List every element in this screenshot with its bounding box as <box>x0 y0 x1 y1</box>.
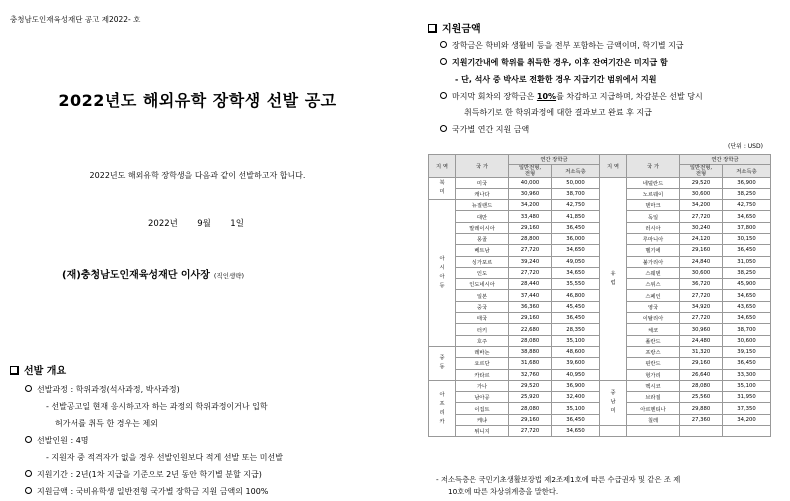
circle-bullet-icon <box>440 125 447 132</box>
low-income-amount-cell: 34,650 <box>723 211 771 222</box>
region-cell: 유 럽 <box>600 177 627 380</box>
low-income-amount-cell: 36,000 <box>552 233 600 244</box>
deduction-percent: 10% <box>536 92 557 101</box>
general-amount-cell: 29,160 <box>509 313 552 324</box>
general-amount-cell: 39,240 <box>509 256 552 267</box>
list-item: 지원기간 : 2년(1차 지급을 기준으로 2년 동안 학기별 분할 지급) <box>25 469 262 480</box>
general-amount-cell: 34,920 <box>680 301 723 312</box>
low-income-amount-cell: 39,150 <box>723 346 771 357</box>
general-amount-cell: 27,720 <box>680 290 723 301</box>
low-income-amount-cell: 31,950 <box>723 392 771 403</box>
country-cell: 튀니지 <box>456 426 509 437</box>
general-amount-cell: 31,680 <box>509 358 552 369</box>
country-cell: 호주 <box>456 335 509 346</box>
section-title: 선발 개요 <box>24 366 67 377</box>
country-cell: 카타르 <box>456 369 509 380</box>
low-income-amount-cell: 45,450 <box>552 301 600 312</box>
list-item: 선발인원 : 4명 <box>25 435 89 446</box>
date-month: 9월 <box>197 219 211 229</box>
country-cell: 싱가포르 <box>456 256 509 267</box>
date-year: 2022년 <box>148 219 178 229</box>
low-income-amount-cell: 42,750 <box>552 200 600 211</box>
country-cell: 노르웨이 <box>627 188 680 199</box>
table-row <box>429 426 771 437</box>
low-income-amount-cell: 34,650 <box>723 313 771 324</box>
low-income-amount-cell: 42,750 <box>723 200 771 211</box>
general-amount-cell: 27,720 <box>680 313 723 324</box>
low-income-amount-cell: 34,650 <box>552 267 600 278</box>
country-cell: 레바논 <box>456 346 509 357</box>
general-amount-cell: 29,160 <box>509 222 552 233</box>
circle-bullet-icon <box>25 436 32 443</box>
list-item: 선발과정 : 학위과정(석사과정, 박사과정) <box>25 384 180 395</box>
country-cell: 인도네시아 <box>456 279 509 290</box>
general-amount-cell: 29,520 <box>509 380 552 391</box>
region-cell: 중 동 <box>429 346 456 380</box>
low-income-amount-cell: 36,450 <box>723 245 771 256</box>
low-income-amount-cell: 46,800 <box>552 290 600 301</box>
country-cell: 폴란드 <box>627 335 680 346</box>
general-amount-cell: 31,320 <box>680 346 723 357</box>
country-cell: 스페인 <box>627 290 680 301</box>
list-item: - 선발공고일 현재 응시하고자 하는 과정의 학위과정이거나 입학 <box>46 402 268 411</box>
country-cell: 프랑스 <box>627 346 680 357</box>
country-cell: 캐나다 <box>456 188 509 199</box>
country-cell: 멕시코 <box>627 380 680 391</box>
table-row <box>429 380 771 391</box>
country-cell: 벨기에 <box>627 245 680 256</box>
general-amount-cell: 24,120 <box>680 233 723 244</box>
low-income-amount-cell: 38,250 <box>723 267 771 278</box>
header-region: 지 역 <box>429 155 456 178</box>
general-amount-cell: 27,720 <box>680 211 723 222</box>
issuer-name: (재)충청남도인재육성재단 이사장 <box>62 270 210 281</box>
country-cell: 핀란드 <box>627 358 680 369</box>
general-amount-cell: 30,960 <box>680 324 723 335</box>
section-grant-amount <box>428 20 481 35</box>
footnote: 10호에 따른 차상위계층을 말한다. <box>448 487 559 496</box>
general-amount-cell: 24,480 <box>680 335 723 346</box>
list-item: 마지막 회차의 장학금은 10%를 차감하고 지급하며, 차감분은 선발 당시 <box>440 91 703 102</box>
seal-note: (직인생략) <box>213 272 245 280</box>
general-amount-cell: 27,720 <box>509 426 552 437</box>
country-cell: 요르단 <box>456 358 509 369</box>
country-cell: 이탈리아 <box>627 313 680 324</box>
country-cell: 베트남 <box>456 245 509 256</box>
square-bullet-icon <box>428 24 437 33</box>
low-income-amount-cell: 31,050 <box>723 256 771 267</box>
country-cell: 체코 <box>627 324 680 335</box>
header-low-income: 저소득층 <box>723 164 771 177</box>
country-cell: 러시아 <box>627 222 680 233</box>
empty-cell <box>600 426 627 437</box>
circle-bullet-icon <box>440 58 447 65</box>
page-title: 2022년도 해외유학 장학생 선발 공고 <box>58 91 337 110</box>
square-bullet-icon <box>10 366 19 375</box>
low-income-amount-cell: 39,600 <box>552 358 600 369</box>
general-amount-cell: 38,880 <box>509 346 552 357</box>
low-income-amount-cell: 38,250 <box>723 188 771 199</box>
general-amount-cell: 29,880 <box>680 403 723 414</box>
circle-bullet-icon <box>440 92 447 99</box>
general-amount-cell: 28,080 <box>509 335 552 346</box>
general-amount-cell: 36,360 <box>509 301 552 312</box>
general-amount-cell: 34,200 <box>680 200 723 211</box>
general-amount-cell: 28,800 <box>509 233 552 244</box>
low-income-amount-cell: 36,450 <box>552 414 600 425</box>
list-item: 지원금액 : 국비유학생 일반전형 국가별 장학금 지원 금액의 100% <box>25 486 268 497</box>
low-income-amount-cell: 35,100 <box>552 335 600 346</box>
country-cell: 케냐 <box>456 414 509 425</box>
general-amount-cell: 30,960 <box>509 188 552 199</box>
general-amount-cell: 40,000 <box>509 177 552 188</box>
notice-date <box>148 217 244 229</box>
region-cell: 아 시 아 등 <box>429 200 456 347</box>
country-cell: 가나 <box>456 380 509 391</box>
country-cell: 칠레 <box>627 414 680 425</box>
country-cell: 태국 <box>456 313 509 324</box>
low-income-amount-cell: 48,600 <box>552 346 600 357</box>
grant-table <box>428 154 771 437</box>
low-income-amount-cell: 50,000 <box>552 177 600 188</box>
list-item: 허가서를 취득 한 경우는 제외 <box>55 419 158 428</box>
general-amount-cell: 33,480 <box>509 211 552 222</box>
list-item: 취득하기로 한 학위과정에 대한 결과보고 완료 후 지급 <box>464 108 652 117</box>
list-item: 국가별 연간 지원 금액 <box>440 124 529 135</box>
low-income-amount-cell: 30,150 <box>723 233 771 244</box>
low-income-amount-cell: 43,650 <box>723 301 771 312</box>
list-item: 장학금은 학비와 생활비 등을 전부 포함하는 금액이며, 학기별 지급 <box>440 40 684 51</box>
general-amount-cell: 28,080 <box>680 380 723 391</box>
general-amount-cell: 30,600 <box>680 267 723 278</box>
low-income-amount-cell: 45,900 <box>723 279 771 290</box>
region-cell: 북 미 <box>429 177 456 200</box>
low-income-amount-cell: 36,900 <box>723 177 771 188</box>
country-cell: 이집트 <box>456 403 509 414</box>
country-cell: 스위스 <box>627 279 680 290</box>
low-income-amount-cell: 40,950 <box>552 369 600 380</box>
general-amount-cell: 27,360 <box>680 414 723 425</box>
country-cell: 덴마크 <box>627 200 680 211</box>
general-amount-cell: 22,680 <box>509 324 552 335</box>
header-general: 일반전형, 전형 <box>509 164 552 177</box>
low-income-amount-cell: 34,650 <box>552 245 600 256</box>
general-amount-cell: 36,720 <box>680 279 723 290</box>
general-amount-cell: 28,440 <box>509 279 552 290</box>
country-cell: 브라질 <box>627 392 680 403</box>
country-cell: 말레이시아 <box>456 222 509 233</box>
circle-bullet-icon <box>440 41 447 48</box>
general-amount-cell: 29,160 <box>509 414 552 425</box>
general-amount-cell: 29,160 <box>680 358 723 369</box>
circle-bullet-icon <box>25 470 32 477</box>
low-income-amount-cell: 36,450 <box>723 358 771 369</box>
general-amount-cell: 25,560 <box>680 392 723 403</box>
empty-cell <box>627 426 680 437</box>
low-income-amount-cell: 32,400 <box>552 392 600 403</box>
section-title: 지원금액 <box>442 24 481 35</box>
intro-text: 2022년도 해외유학 장학생을 다음과 같이 선발하고자 합니다. <box>89 171 306 180</box>
list-item: - 지원자 중 적격자가 없을 경우 선발인원보다 적게 선발 또는 미선발 <box>46 453 283 462</box>
low-income-amount-cell: 37,350 <box>723 403 771 414</box>
country-cell: 미국 <box>456 177 509 188</box>
country-cell: 대만 <box>456 211 509 222</box>
low-income-amount-cell: 36,450 <box>552 222 600 233</box>
low-income-amount-cell: 35,550 <box>552 279 600 290</box>
low-income-amount-cell: 36,450 <box>552 313 600 324</box>
country-cell: 일본 <box>456 290 509 301</box>
country-cell: 독일 <box>627 211 680 222</box>
general-amount-cell: 29,520 <box>680 177 723 188</box>
header-general: 일반전형, 전형 <box>680 164 723 177</box>
low-income-amount-cell: 38,700 <box>552 188 600 199</box>
low-income-amount-cell: 34,650 <box>552 426 600 437</box>
low-income-amount-cell: 30,600 <box>723 335 771 346</box>
region-cell: 중 남 미 <box>600 380 627 425</box>
low-income-amount-cell: 34,200 <box>723 414 771 425</box>
country-cell: 인도 <box>456 267 509 278</box>
header-country: 국 가 <box>456 155 509 178</box>
low-income-amount-cell: 28,350 <box>552 324 600 335</box>
general-amount-cell: 34,200 <box>509 200 552 211</box>
general-amount-cell: 29,160 <box>680 245 723 256</box>
general-amount-cell: 28,080 <box>509 403 552 414</box>
region-cell: 아 프 리 카 <box>429 380 456 436</box>
low-income-amount-cell: 37,800 <box>723 222 771 233</box>
low-income-amount-cell: 38,700 <box>723 324 771 335</box>
empty-cell <box>680 426 723 437</box>
general-amount-cell: 27,720 <box>509 245 552 256</box>
general-amount-cell: 30,600 <box>680 188 723 199</box>
low-income-amount-cell: 36,900 <box>552 380 600 391</box>
low-income-amount-cell: 49,050 <box>552 256 600 267</box>
country-cell: 몽골 <box>456 233 509 244</box>
empty-cell <box>723 426 771 437</box>
general-amount-cell: 24,840 <box>680 256 723 267</box>
country-cell: 터키 <box>456 324 509 335</box>
country-cell: 남아공 <box>456 392 509 403</box>
general-amount-cell: 27,720 <box>509 267 552 278</box>
date-day: 1일 <box>230 219 244 229</box>
country-cell: 영국 <box>627 301 680 312</box>
country-cell: 중국 <box>456 301 509 312</box>
low-income-amount-cell: 33,300 <box>723 369 771 380</box>
table-row <box>429 177 771 188</box>
header-annual: 연간 장학금 <box>680 155 771 165</box>
country-cell: 아르헨티나 <box>627 403 680 414</box>
general-amount-cell: 25,920 <box>509 392 552 403</box>
low-income-amount-cell: 35,100 <box>723 380 771 391</box>
country-cell: 루마니아 <box>627 233 680 244</box>
header-annual: 연간 장학금 <box>509 155 600 165</box>
country-cell: 뉴질랜드 <box>456 200 509 211</box>
header-low-income: 저소득층 <box>552 164 600 177</box>
low-income-amount-cell: 35,100 <box>552 403 600 414</box>
unit-label: (단위 : USD) <box>728 143 763 150</box>
header-country: 국 가 <box>627 155 680 178</box>
header-region: 지 역 <box>600 155 627 178</box>
country-cell: 불가리아 <box>627 256 680 267</box>
issuer <box>62 266 244 281</box>
general-amount-cell: 26,640 <box>680 369 723 380</box>
list-item: - 단, 석사 중 박사로 전환한 경우 지급기간 범위에서 지원 <box>455 75 657 84</box>
country-cell: 네덜란드 <box>627 177 680 188</box>
circle-bullet-icon <box>25 385 32 392</box>
low-income-amount-cell: 41,850 <box>552 211 600 222</box>
country-cell: 스웨덴 <box>627 267 680 278</box>
general-amount-cell: 32,760 <box>509 369 552 380</box>
footnote: - 저소득층은 국민기초생활보장법 제2조제1호에 따른 수급권자 및 같은 조 제 <box>436 475 681 484</box>
notice-number: 충청남도인재육성재단 공고 제2022- 호 <box>10 15 141 24</box>
list-item: 지원기간내에 학위를 취득한 경우, 이후 잔여기간은 미지급 함 <box>440 57 668 68</box>
country-cell: 헝가리 <box>627 369 680 380</box>
general-amount-cell: 37,440 <box>509 290 552 301</box>
general-amount-cell: 30,240 <box>680 222 723 233</box>
section-selection-overview <box>10 362 66 377</box>
low-income-amount-cell: 34,650 <box>723 290 771 301</box>
circle-bullet-icon <box>25 487 32 494</box>
